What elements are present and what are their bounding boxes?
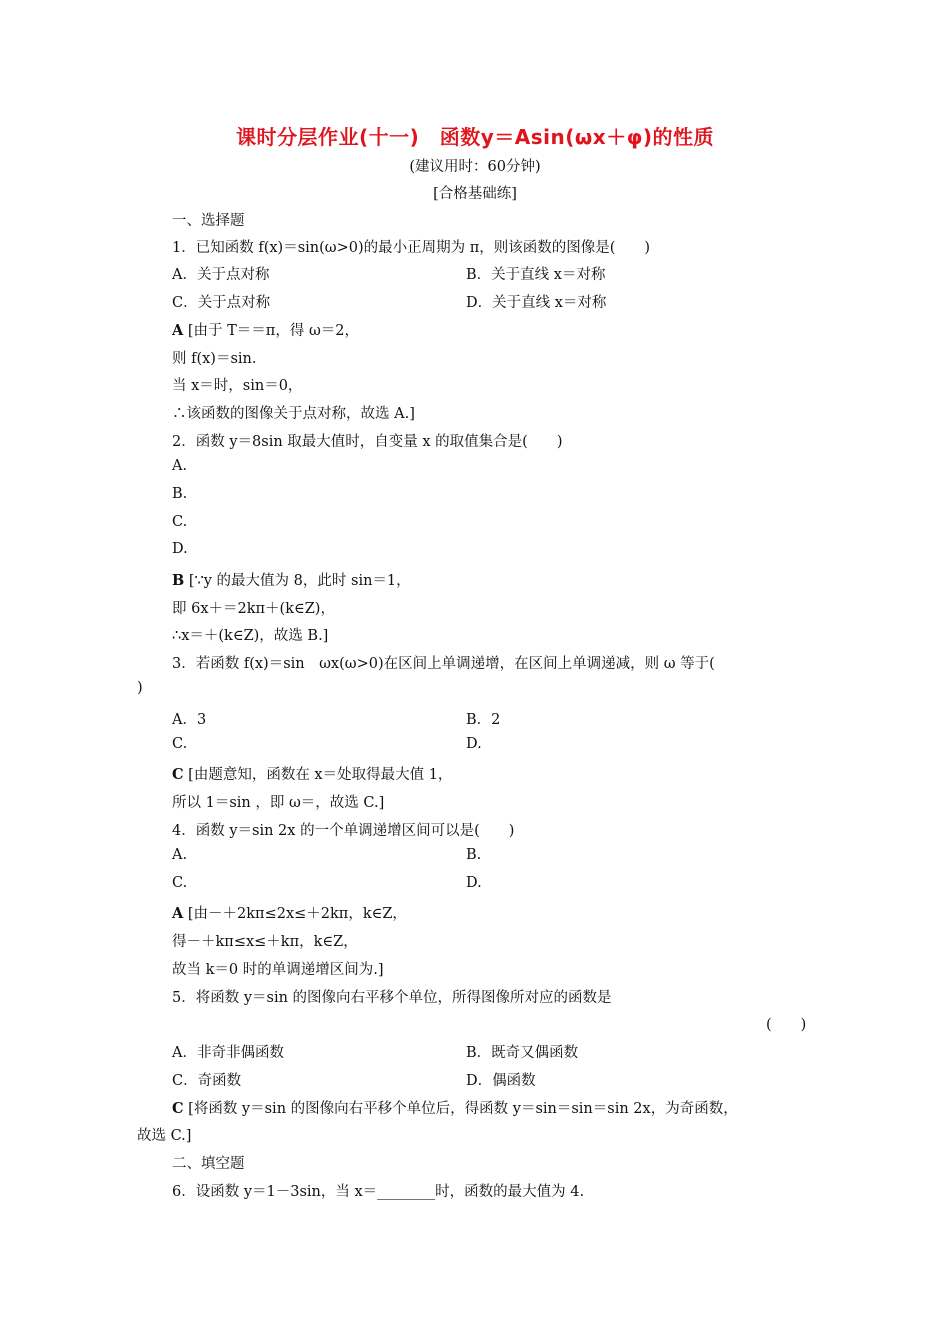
q5-solution-line-1 xyxy=(172,1097,738,1118)
q2-solution-text: [∵y 的最大值为 8，此时 sin＝1， xyxy=(188,573,411,589)
question-3-stem-cont: ) xyxy=(137,680,143,696)
level-label: [合格基础练] xyxy=(433,186,517,202)
question-1-stem: 1．已知函数 f(x)＝sin(ω>0)的最小正周期为 π，则该函数的图像是( ) xyxy=(172,240,651,256)
q5-solution-text: [将函数 y＝sin 的图像向右平移个单位后，得函数 y＝sin＝sin＝sin 2x，为奇函数， xyxy=(188,1101,738,1117)
q1-option-a: A．关于点对称 xyxy=(172,267,270,283)
q1-answer-letter: A xyxy=(172,322,184,339)
q3-solution-line-1 xyxy=(172,763,452,784)
q3-answer-letter: C xyxy=(172,766,184,783)
page-title: 课时分层作业(十一) 函数y＝Asin(ωx＋φ)的性质 xyxy=(235,125,714,149)
q2-solution-line-3: ∴x＝＋(k∈Z)，故选 B.] xyxy=(172,628,329,644)
question-5-stem: 5．将函数 y＝sin 的图像向右平移个单位，所得图像所对应的函数是 xyxy=(172,990,612,1006)
q4-solution-line-3: 故当 k＝0 时的单调递增区间为.] xyxy=(172,962,384,978)
q5-solution-line-2: 故选 C.] xyxy=(137,1128,192,1144)
q5-option-a: A．非奇非偶函数 xyxy=(172,1045,284,1061)
q3-option-a: A．3 xyxy=(172,712,207,728)
q1-option-b: B．关于直线 x＝对称 xyxy=(466,267,606,283)
q3-option-d: D. xyxy=(466,736,482,752)
q4-solution-text: [由－＋2kπ≤2x≤＋2kπ，k∈Z， xyxy=(187,906,407,922)
question-4-stem: 4．函数 y＝sin 2x 的一个单调递增区间可以是( ) xyxy=(172,823,515,839)
q4-answer-letter: A xyxy=(172,905,184,922)
q5-option-b: B．既奇又偶函数 xyxy=(466,1045,579,1061)
q3-option-c: C. xyxy=(172,736,188,752)
q5-answer-blank: ( ) xyxy=(766,1017,807,1033)
question-3-stem: 3．若函数 f(x)＝sin ωx(ω>0)在区间上单调递增，在区间上单调递减，则 ω 等于( xyxy=(172,656,715,672)
q1-option-c: C．关于点对称 xyxy=(172,295,271,311)
question-6-stem: 6．设函数 y＝1－3sin，当 x＝________时，函数的最大值为 4. xyxy=(172,1184,585,1200)
q1-solution-line-2: 则 f(x)＝sin. xyxy=(172,351,257,367)
section-heading-fill: 二、填空题 xyxy=(172,1156,245,1172)
q5-option-c: C．奇函数 xyxy=(172,1073,242,1089)
q4-solution-line-2: 得－＋kπ≤x≤＋kπ，k∈Z， xyxy=(172,934,358,950)
q3-solution-line-2: 所以 1＝sin ，即 ω＝，故选 C.] xyxy=(172,795,385,811)
q4-solution-line-1 xyxy=(172,902,407,923)
q1-solution-line-4: ∴该函数的图像关于点对称，故选 A.] xyxy=(172,406,415,422)
question-2-stem: 2．函数 y＝8sin 取最大值时，自变量 x 的取值集合是( ) xyxy=(172,434,563,450)
q3-solution-text: [由题意知，函数在 x＝处取得最大值 1， xyxy=(188,767,453,783)
q2-solution-line-1 xyxy=(172,569,411,590)
section-heading-choice: 一、选择题 xyxy=(172,213,245,229)
q1-solution-line-1 xyxy=(172,319,359,340)
q1-option-d: D．关于直线 x＝对称 xyxy=(466,295,607,311)
q4-option-b: B. xyxy=(466,847,482,863)
q2-option-d: D. xyxy=(172,541,188,557)
q2-option-b: B. xyxy=(172,486,188,502)
q3-option-b: B．2 xyxy=(466,712,501,728)
q2-option-c: C. xyxy=(172,514,188,530)
q2-solution-line-2: 即 6x＋＝2kπ＋(k∈Z)， xyxy=(172,601,335,617)
q1-solution-text: [由于 T＝＝π，得 ω＝2， xyxy=(187,323,359,339)
q2-option-a: A. xyxy=(172,458,188,474)
q2-answer-letter: B xyxy=(172,572,185,589)
q1-solution-line-3: 当 x＝时，sin＝0， xyxy=(172,378,303,394)
suggested-time: (建议用时：60分钟) xyxy=(409,159,541,175)
q4-option-d: D. xyxy=(466,875,482,891)
q5-answer-letter: C xyxy=(172,1100,184,1117)
q4-option-c: C. xyxy=(172,875,188,891)
q5-option-d: D．偶函数 xyxy=(466,1073,536,1089)
q4-option-a: A. xyxy=(172,847,188,863)
